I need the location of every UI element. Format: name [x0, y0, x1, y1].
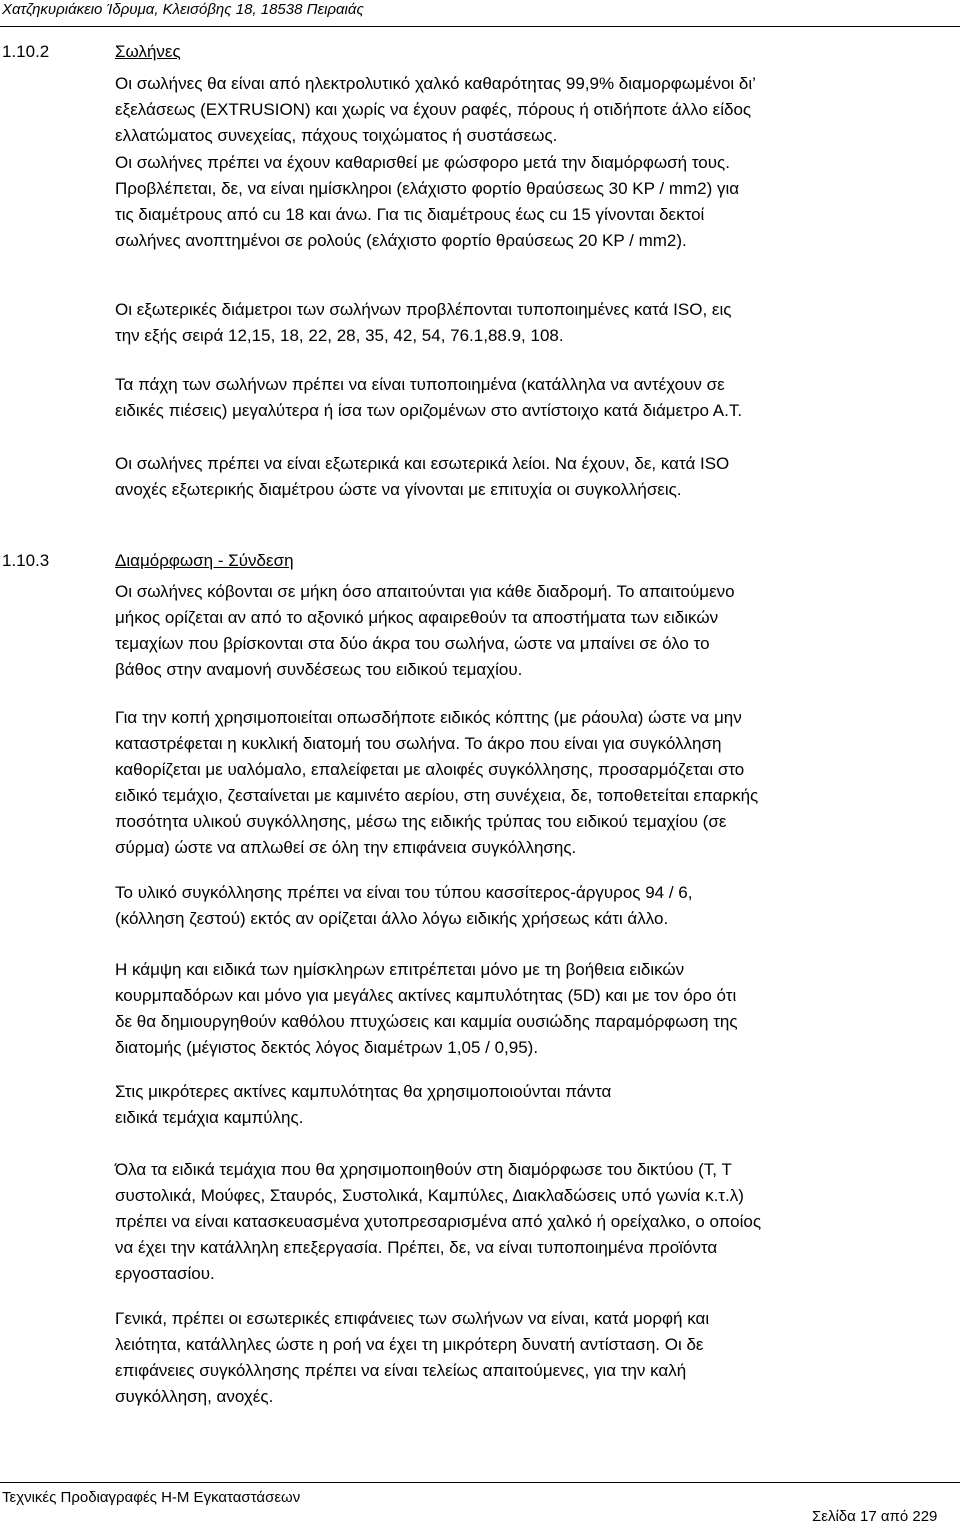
section-number: 1.10.2: [2, 42, 50, 61]
section-number: 1.10.3: [2, 551, 50, 570]
text-line: διατομής (μέγιστος δεκτός λόγος διαμέτρων 1,05 / 0,95).: [115, 1038, 539, 1057]
text-line: καθορίζεται με υαλόμαλο, επαλείφεται με αλοιφές συγκόλλησης, προσαρμόζεται στο: [115, 760, 745, 779]
text-line: εξελάσεως (EXTRUSION) και χωρίς να έχουν ραφές, πόρους ή οτιδήποτε άλλο είδος: [115, 100, 752, 119]
text-line: τις διαμέτρους από cu 18 και άνω. Για τις διαμέτρους έως cu 15 γίνονται δεκτοί: [115, 205, 705, 224]
text-line: ειδικό τεμάχιο, ζεσταίνεται με καμινέτο αερίου, στη συνέχεια, δε, τοποθετείται επαρκής: [115, 786, 759, 805]
text-line: ποσότητα υλικού συγκόλλησης, μέσω της ειδικής τρύπας του ειδικού τεμαχίου (σε: [115, 812, 727, 831]
text-line: συστολικά, Μούφες, Σταυρός, Συστολικά, Καμπύλες, Διακλαδώσεις υπό γωνία κ.τ.λ): [115, 1186, 744, 1205]
footer-title: Τεχνικές Προδιαγραφές Η-Μ Εγκαταστάσεων: [2, 1489, 301, 1506]
text-line: σύρμα) ώστε να απλωθεί σε όλη την επιφάνεια συγκόλλησης.: [115, 838, 577, 857]
text-line: επιφάνειες συγκόλλησης πρέπει να είναι τελείως απαιτούμενες, για την καλή: [115, 1361, 687, 1380]
text-line: λειότητα, κατάλληλες ώστε η ροή να έχει τη μικρότερη δυνατή αντίσταση. Οι δε: [115, 1335, 704, 1354]
paragraph: [115, 1306, 945, 1410]
footer-divider: [0, 1482, 960, 1483]
text-line: ειδικά τεμάχια καμπύλης.: [115, 1108, 304, 1127]
paragraph: [115, 297, 945, 349]
paragraph: [115, 579, 945, 683]
text-line: καταστρέφεται η κυκλική διατομή του σωλήνα. Το άκρο που είναι για συγκόλληση: [115, 734, 722, 753]
text-line: Γενικά, πρέπει οι εσωτερικές επιφάνειες των σωλήνων να είναι, κατά μορφή και: [115, 1309, 710, 1328]
paragraph: [115, 451, 945, 503]
text-line: μήκος ορίζεται αν από το αξονικό μήκος αφαιρεθούν τα αποστήματα των ειδικών: [115, 608, 719, 627]
section-title: Διαμόρφωση - Σύνδεση: [115, 551, 294, 570]
text-line: Οι εξωτερικές διάμετροι των σωλήνων προβλέπονται τυποποιημένες κατά ISO, εις: [115, 300, 732, 319]
text-line: Τα πάχη των σωλήνων πρέπει να είναι τυποποιημένα (κατάλληλα να αντέχουν σε: [115, 375, 725, 394]
text-line: Οι σωλήνες πρέπει να είναι εξωτερικά και εσωτερικά λείοι. Να έχουν, δε, κατά ISO: [115, 454, 730, 473]
text-line: την εξής σειρά 12,15, 18, 22, 28, 35, 42, 54, 76.1,88.9, 108.: [115, 326, 564, 345]
paragraph: [115, 880, 945, 932]
text-line: κουρμπαδόρων και μόνο για μεγάλες ακτίνες καμπυλότητας (5D) και με τον όρο ότι: [115, 986, 737, 1005]
paragraph: [115, 1079, 945, 1131]
text-line: ελλατώματος συνεχείας, πάχους τοιχώματος ή συστάσεως.: [115, 126, 558, 145]
text-line: (κόλληση ζεστού) εκτός αν ορίζεται άλλο λόγω ειδικής χρήσεως κάτι άλλο.: [115, 909, 669, 928]
text-line: εργοστασίου.: [115, 1264, 215, 1283]
header-address: Χατζηκυριάκειο Ίδρυμα, Κλεισόβης 18, 18538 Πειραιάς: [2, 1, 364, 18]
text-line: Οι σωλήνες πρέπει να έχουν καθαρισθεί με φώσφορο μετά την διαμόρφωσή τους.: [115, 153, 730, 172]
page-header: [0, 0, 960, 27]
text-line: ανοχές εξωτερικής διαμέτρου ώστε να γίνονται με επιτυχία οι συγκολλήσεις.: [115, 480, 682, 499]
text-line: Προβλέπεται, δε, να είναι ημίσκληροι (ελάχιστο φορτίο θραύσεως 30 KP / mm2) για: [115, 179, 740, 198]
text-line: βάθος στην αναμονή συνδέσεως του ειδικού τεμαχίου.: [115, 660, 523, 679]
text-line: σωλήνες ανοπτημένοι σε ρολούς (ελάχιστο φορτίο θραύσεως 20 KP / mm2).: [115, 231, 687, 250]
paragraph: [115, 1157, 945, 1287]
text-line: τεμαχίων που βρίσκονται στα δύο άκρα του σωλήνα, ώστε να μπαίνει σε όλο το: [115, 634, 710, 653]
text-line: συγκόλληση, ανοχές.: [115, 1387, 274, 1406]
text-line: να έχει την κατάλληλη επεξεργασία. Πρέπει, δε, να είναι τυποποιημένα προϊόντα: [115, 1238, 718, 1257]
paragraph: [115, 957, 945, 1061]
text-line: Οι σωλήνες θα είναι από ηλεκτρολυτικό χαλκό καθαρότητας 99,9% διαμορφωμένοι δι’: [115, 74, 756, 93]
text-line: Η κάμψη και ειδικά των ημίσκληρων επιτρέπεται μόνο με τη βοήθεια ειδικών: [115, 960, 685, 979]
paragraph: [115, 71, 945, 149]
paragraph: [115, 705, 945, 861]
text-line: Το υλικό συγκόλλησης πρέπει να είναι του τύπου κασσίτερος-άργυρος 94 / 6,: [115, 883, 693, 902]
paragraph: [115, 372, 945, 424]
text-line: δε θα δημιουργηθούν καθόλου πτυχώσεις και καμμία ουσιώδης παραμόρφωση της: [115, 1012, 738, 1031]
text-line: Όλα τα ειδικά τεμάχια που θα χρησιμοποιηθούν στη διαμόρφωσε του δικτύου (Τ, Τ: [115, 1160, 732, 1179]
page-number: Σελίδα 17 από 229: [812, 1508, 938, 1525]
paragraph: [115, 150, 945, 254]
text-line: Οι σωλήνες κόβονται σε μήκη όσο απαιτούνται για κάθε διαδρομή. Το απαιτούμενο: [115, 582, 735, 601]
text-line: Στις μικρότερες ακτίνες καμπυλότητας θα χρησιμοποιούνται πάντα: [115, 1082, 612, 1101]
text-line: ειδικές πιέσεις) μεγαλύτερα ή ίσα των οριζομένων στο αντίστοιχο κατά διάμετρο Α.Τ.: [115, 401, 743, 420]
text-line: πρέπει να είναι κατασκευασμένα χυτοπρεσαρισμένα από χαλκό ή ορείχαλκο, ο οποίος: [115, 1212, 762, 1231]
text-line: Για την κοπή χρησιμοποιείται οπωσδήποτε ειδικός κόπτης (με ράουλα) ώστε να μην: [115, 708, 742, 727]
section-title: Σωλήνες: [115, 42, 181, 61]
